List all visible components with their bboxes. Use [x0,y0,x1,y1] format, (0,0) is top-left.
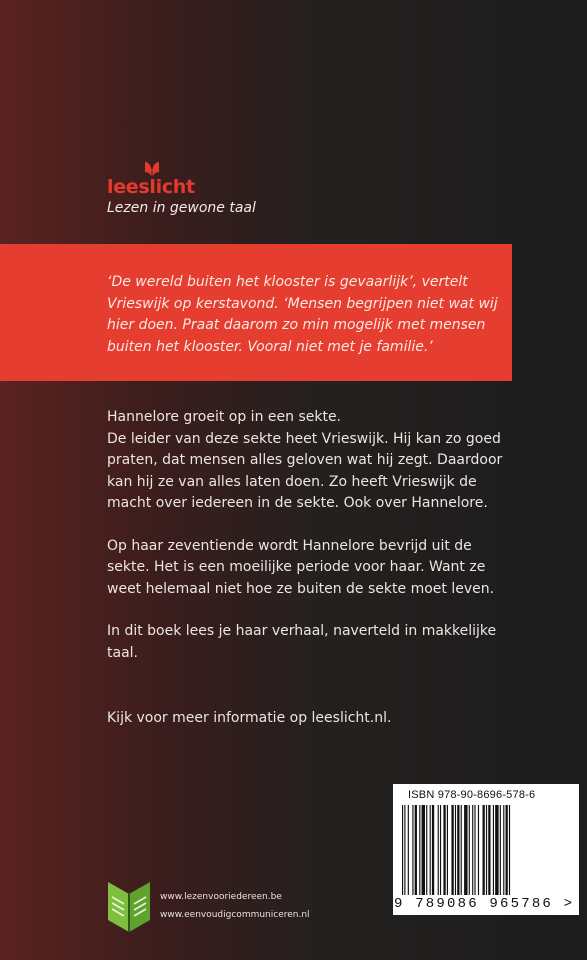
blurb-paragraph-1: Hannelore groeit op in een sekte. [107,409,342,425]
brand-tagline: Lezen in gewone taal [107,200,256,216]
quote-box [0,244,512,381]
footer-link-eenvoudigcommuniceren[interactable]: www.eenvoudigcommuniceren.nl [160,910,310,920]
isbn-barcode [393,784,579,915]
footer-link-lezenvooriedereen[interactable]: www.lezenvooriedereen.be [160,892,282,902]
blurb-paragraph-3: Op haar zeventiende wordt Hannelore bevrijd uit de sekte. Het is een moeilijke periode voor haar. Want ze weet helemaal niet hoe ze buiten de sekte moet leven. [107,537,495,597]
barcode-digits: 9 789086 965786 > [394,896,575,912]
blurb-website-note: Kijk voor meer informatie op leeslicht.nl. [107,710,392,726]
blurb-paragraph-2: De leider van deze sekte heet Vrieswijk. Hij kan zo goed praten, dat mensen alles geloven wat hij zegt. Daardoor kan hij ze van alles laten doen. Zo heeft Vrieswijk de macht over iedereen in de sekte. Ook over Hannelore. [107,430,503,511]
leeslicht-logo [107,158,256,216]
blurb [107,407,517,730]
brand-name: leeslicht [107,176,195,198]
footer-links [160,888,310,924]
open-book-icon [104,874,154,934]
isbn-label: ISBN 978-90-8696-578-6 [408,789,536,801]
barcode-bars [400,805,572,895]
quote-text: ‘De wereld buiten het klooster is gevaarlijk’, vertelt Vrieswijk op kerstavond. ‘Mensen begrijpen niet wat wij hier doen. Praat daarom zo min mogelijk met mensen buiten het klooster. Vooral niet met je familie.’ [107,274,498,355]
blurb-paragraph-4: In dit boek lees je haar verhaal, naverteld in makkelijke taal. [107,623,497,661]
